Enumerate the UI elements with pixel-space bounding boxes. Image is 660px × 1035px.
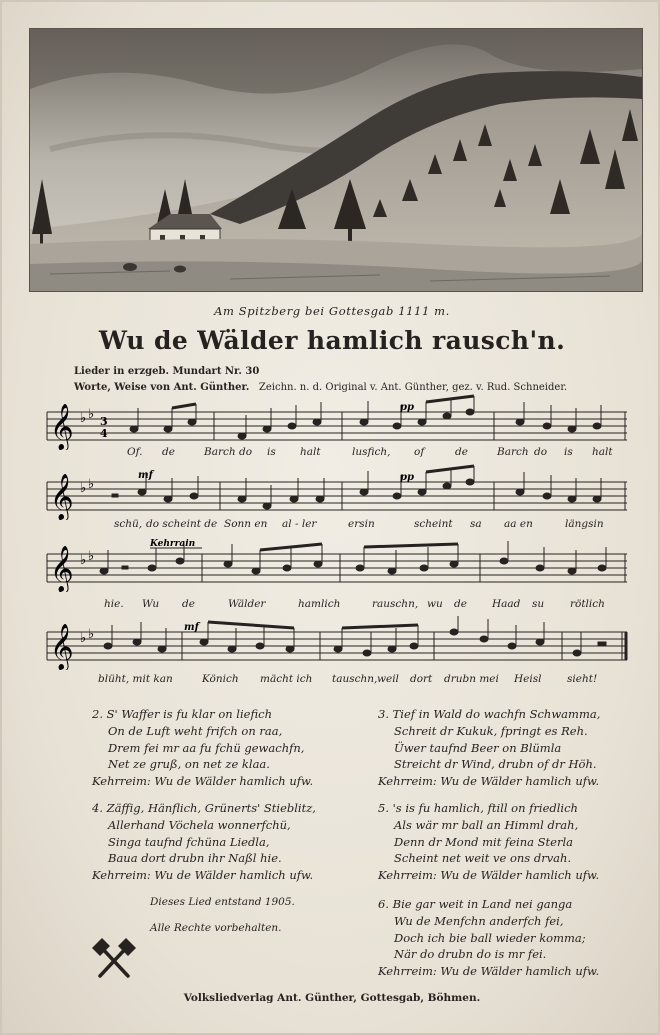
lyric-syllable: rötlich bbox=[570, 598, 605, 610]
svg-text:♭: ♭ bbox=[80, 481, 87, 496]
lyrics-line-1 bbox=[42, 446, 632, 462]
lyric-syllable: wu bbox=[427, 598, 443, 610]
lyric-syllable: of bbox=[414, 446, 425, 458]
lyric-syllable: sieht! bbox=[567, 673, 598, 685]
lyric-syllable: sa bbox=[470, 518, 482, 530]
lyric-syllable: weil bbox=[377, 673, 399, 685]
verse-line: Scheint net weit ve ons drvah. bbox=[394, 851, 572, 866]
lyric-syllable: do bbox=[239, 446, 253, 458]
verse-line: Doch ich bie ball wieder komma; bbox=[394, 930, 586, 945]
lyric-syllable: längsin bbox=[565, 518, 604, 530]
lyric-syllable: de bbox=[182, 598, 195, 610]
lyric-syllable: halt bbox=[592, 446, 613, 458]
verse-line: Schreit dr Kukuk, fpringt es Reh. bbox=[394, 723, 588, 738]
refrain-line: Kehrreim: Wu de Wälder hamlich ufw. bbox=[378, 774, 600, 789]
music-staff-3 bbox=[42, 536, 632, 592]
lyric-syllable: is bbox=[564, 446, 573, 458]
svg-text:♭: ♭ bbox=[80, 553, 87, 568]
credits-line bbox=[74, 382, 567, 393]
refrain-line: Kehrreim: Wu de Wälder hamlich ufw. bbox=[378, 868, 600, 883]
refrain-marker: Kehrrain bbox=[150, 539, 196, 549]
lyric-syllable: Wälder bbox=[228, 598, 266, 610]
verse-line: Singa taufnd fchüna Liedla, bbox=[108, 834, 270, 849]
treble-clef-icon: 𝄞 bbox=[50, 546, 74, 592]
lyric-syllable: de bbox=[454, 598, 467, 610]
dynamic-pp: pp bbox=[400, 472, 414, 483]
lyrics-line-4 bbox=[42, 673, 632, 689]
lyric-syllable: dort bbox=[410, 673, 433, 685]
svg-text:♭: ♭ bbox=[80, 411, 87, 426]
lyric-syllable: drubn mei bbox=[444, 673, 499, 685]
lyric-syllable: Könich bbox=[202, 673, 239, 685]
origin-note: Dieses Lied entstand 1905. bbox=[150, 896, 295, 908]
illustration-caption: Am Spitzberg bei Gottesgab 1111 m. bbox=[214, 304, 450, 318]
credits-author: Worte, Weise von Ant. Günther. bbox=[74, 382, 250, 393]
music-staff-2 bbox=[42, 464, 632, 520]
svg-text:3: 3 bbox=[100, 415, 108, 428]
landscape-drawing bbox=[30, 29, 642, 291]
verse-6 bbox=[378, 896, 599, 980]
lyric-syllable: Heisl bbox=[514, 673, 542, 685]
lyric-syllable: is bbox=[267, 446, 276, 458]
lyric-syllable: Barch bbox=[204, 446, 236, 458]
lyric-syllable: schü, bbox=[114, 518, 143, 530]
verse-line: Allerhand Vöchela wonnerfchü, bbox=[108, 817, 291, 832]
verse-line: 5. 's is fu hamlich, ftill on friedlich bbox=[378, 801, 578, 815]
lyric-syllable: tauschn, bbox=[332, 673, 378, 685]
music-staff-1 bbox=[42, 394, 632, 450]
lyric-syllable: hie. bbox=[104, 598, 124, 610]
verse-line: Drem fei mr aa fu fchü gewachfn, bbox=[108, 740, 305, 755]
lyric-syllable: mächt ich bbox=[260, 673, 313, 685]
lyric-syllable: halt bbox=[300, 446, 321, 458]
verse-line: Üwer taufnd Beer on Blümla bbox=[394, 740, 562, 755]
verse-line: När do drubn do is mr fei. bbox=[394, 947, 547, 962]
svg-text:♭: ♭ bbox=[88, 627, 95, 642]
svg-text:♭: ♭ bbox=[80, 631, 87, 646]
lyric-syllable: do bbox=[534, 446, 548, 458]
verse-line: 6. Bie gar weit in Land nei ganga bbox=[378, 897, 573, 911]
lyric-syllable: Haad bbox=[492, 598, 521, 610]
series-line: Lieder in erzgeb. Mundart Nr. 30 bbox=[74, 366, 260, 377]
lyric-syllable: ersin bbox=[348, 518, 375, 530]
treble-clef-icon: 𝄞 bbox=[50, 474, 74, 520]
lyrics-line-2 bbox=[42, 518, 632, 534]
verse-line: Baua dort drubn ihr Naßl hie. bbox=[108, 851, 282, 866]
refrain-line: Kehrreim: Wu de Wälder hamlich ufw. bbox=[92, 774, 314, 789]
lyric-syllable: aa en bbox=[504, 518, 533, 530]
verse-line: Streicht dr Wind, drubn of dr Höh. bbox=[394, 757, 597, 772]
svg-text:♭: ♭ bbox=[88, 477, 95, 492]
svg-text:4: 4 bbox=[100, 427, 108, 440]
lyric-syllable: lusfich, bbox=[352, 446, 391, 458]
credits-drawing: Zeichn. n. d. Original v. Ant. Günther, gez. v. Rud. Schneider. bbox=[258, 382, 568, 393]
lyric-syllable: Of. bbox=[127, 446, 143, 458]
verse-line: On de Luft weht frifch on raa, bbox=[108, 723, 283, 738]
publisher-line: Volksliedverlag Ant. Günther, Gottesgab, Böhmen. bbox=[183, 992, 481, 1004]
verse-line: Denn dr Mond mit feina Sterla bbox=[394, 834, 573, 849]
verse-line: Net ze gruß, on net ze klaa. bbox=[108, 757, 270, 772]
music-staff-4 bbox=[42, 614, 632, 670]
dynamic-mf: mf bbox=[138, 470, 153, 481]
lyric-syllable: Barch bbox=[497, 446, 529, 458]
lyric-syllable: de bbox=[162, 446, 175, 458]
treble-clef-icon: 𝄞 bbox=[50, 624, 74, 670]
svg-text:♭: ♭ bbox=[88, 549, 95, 564]
song-title: Wu de Wälder hamlich rausch'n. bbox=[98, 326, 566, 355]
lyric-syllable: de bbox=[455, 446, 468, 458]
verse-line: 3. Tief in Wald do wachfn Schwamma, bbox=[378, 707, 601, 721]
lyric-syllable: al - ler bbox=[282, 518, 317, 530]
lyric-syllable: rauschn, bbox=[372, 598, 419, 610]
lyric-syllable: scheint bbox=[414, 518, 453, 530]
hammer-and-pick-icon bbox=[92, 936, 136, 980]
verse-line: 2. S' Waffer is fu klar on liefich bbox=[92, 707, 272, 721]
refrain-line: Kehrreim: Wu de Wälder hamlich ufw. bbox=[378, 964, 600, 979]
lyric-syllable: blüht, mit kan bbox=[98, 673, 173, 685]
lyric-syllable: Sonn en bbox=[224, 518, 268, 530]
svg-text:♭: ♭ bbox=[88, 407, 95, 422]
dynamic-pp: pp bbox=[400, 402, 414, 413]
verse-line: Als wär mr ball an Himml drah, bbox=[394, 817, 579, 832]
lyric-syllable: do scheint de bbox=[146, 518, 218, 530]
dynamic-mf: mf bbox=[184, 622, 199, 633]
verse-line: Wu de Menfchn anderfch fei, bbox=[394, 913, 564, 928]
rights-note: Alle Rechte vorbehalten. bbox=[150, 922, 282, 934]
verse-2 bbox=[92, 706, 313, 790]
refrain-line: Kehrreim: Wu de Wälder hamlich ufw. bbox=[92, 868, 314, 883]
lyric-syllable: Wu bbox=[142, 598, 160, 610]
verse-5 bbox=[378, 800, 599, 884]
lyric-syllable: hamlich bbox=[298, 598, 341, 610]
verse-4 bbox=[92, 800, 316, 884]
lyrics-line-3 bbox=[42, 598, 632, 614]
treble-clef-icon: 𝄞 bbox=[50, 404, 74, 450]
verse-line: 4. Zäffig, Hänflich, Grünerts' Stieblitz, bbox=[92, 801, 316, 815]
lyric-syllable: su bbox=[532, 598, 545, 610]
landscape-illustration bbox=[29, 28, 643, 292]
verse-3 bbox=[378, 706, 600, 790]
